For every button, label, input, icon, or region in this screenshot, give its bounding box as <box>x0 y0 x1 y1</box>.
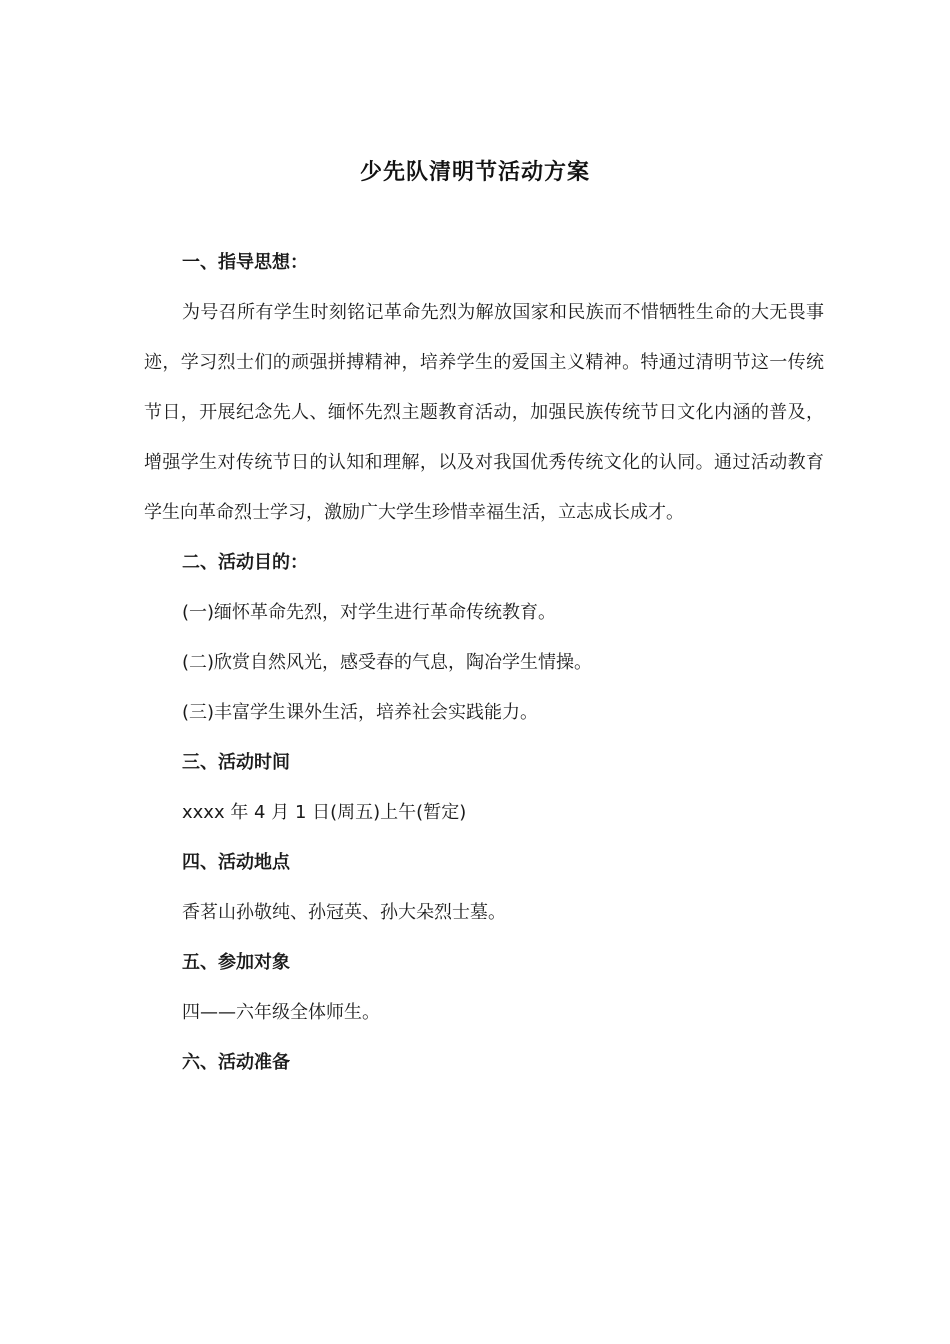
place-text: 香茗山孙敬纯、孙冠英、孙大朵烈士墓。 <box>182 902 506 923</box>
purpose-item: (三)丰富学生课外生活，培养社会实践能力。 <box>182 702 539 723</box>
section-heading-purpose: 二、活动目的： <box>182 552 308 573</box>
document-body <box>144 238 824 1088</box>
section-heading-preparation: 六、活动准备 <box>182 1052 290 1073</box>
purpose-item: (一)缅怀革命先烈，对学生进行革命传统教育。 <box>182 602 557 623</box>
section-heading-place: 四、活动地点 <box>182 852 290 873</box>
section-heading-participants: 五、参加对象 <box>182 952 290 973</box>
section-heading-guiding: 一、指导思想： <box>182 252 308 273</box>
guiding-paragraph: 为号召所有学生时刻铭记革命先烈为解放国家和民族而不惜牺牲生命的大无畏事迹，学习烈士们的顽强拼搏精神，培养学生的爱国主义精神。特通过清明节这一传统节日，开展纪念先人、缅怀先烈主题教育活动，加强民族传统节日文化内涵的普及，增强学生对传统节日的认知和理解，以及对我国优秀传统文化的认同。通过活动教育学生向革命烈士学习，激励广大学生珍惜幸福生活，立志成长成才。 <box>144 302 824 523</box>
participants-text: 四——六年级全体师生。 <box>182 1002 380 1023</box>
time-text: xxxx 年 4 月 1 日(周五)上午(暂定) <box>182 802 467 823</box>
section-heading-time: 三、活动时间 <box>182 752 290 773</box>
document-title: 少先队清明节活动方案 <box>359 160 590 185</box>
purpose-item: (二)欣赏自然风光，感受春的气息，陶冶学生情操。 <box>182 652 593 673</box>
